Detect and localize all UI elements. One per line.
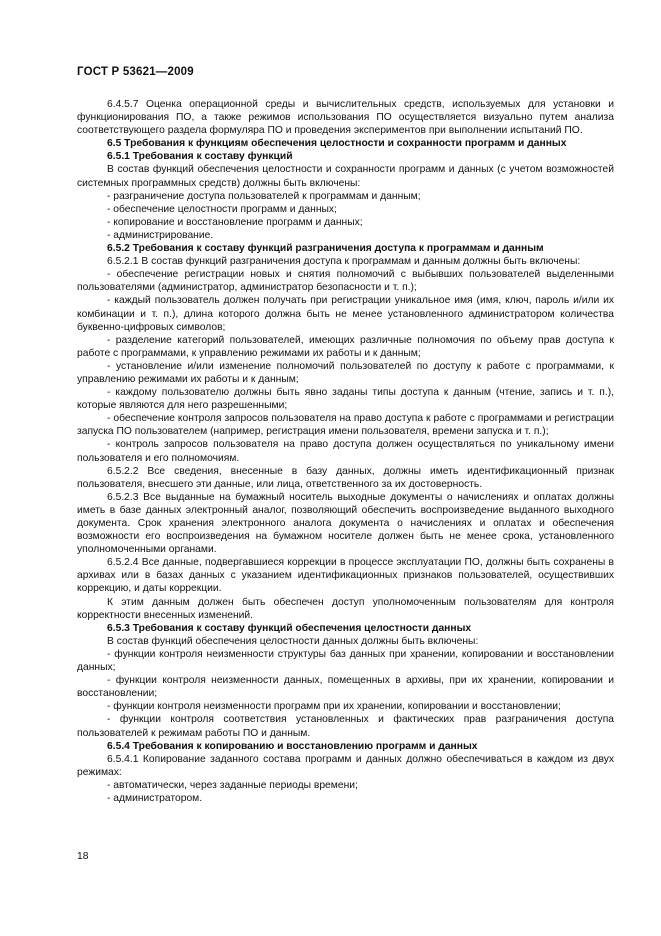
paragraph: 6.5.2.3 Все выданные на бумажный носитель выходные документы о начислениях и оплатах должны иметь в базе данных электронный аналог, позволяющий обеспечить воспроизведение выданного выходного документа. Срок хранения электронного аналога документа о начислениях и оплатах и обеспечения возможности его воспроизведения на бумажном носителе должен быть не менее срока, установленного уполномоченными органами. [77, 491, 614, 556]
paragraph: - администратором. [107, 792, 203, 804]
paragraph: - копирование и восстановление программ и данных; [107, 216, 363, 228]
section-heading: 6.5.1 Требования к составу функций [107, 151, 293, 163]
paragraph: 6.5.2.2 Все сведения, внесенные в базу данных, должны иметь идентификационный признак пользователя, внесшего эти данные, или лица, ответственного за их достоверность. [77, 465, 614, 490]
paragraph: - функции контроля неизменности программ при их хранении, копировании и восстановлении; [107, 701, 561, 713]
paragraph: 6.4.5.7 Оценка операционной среды и вычислительных средств, используемых для установки и функционирования ПО, а также режимов использования ПО осуществляется визуально путем анализа соответствующего раздела формуляра ПО и проведения экспериментов при выполнении испытаний ПО. [77, 99, 614, 137]
paragraph: - автоматически, через заданные периоды времени; [107, 779, 358, 791]
paragraph: - разграничение доступа пользователей к программам и данным; [107, 190, 421, 202]
document-body [77, 98, 614, 805]
paragraph: - обеспечение контроля запросов пользователя на право доступа к работе с программами и регистрации запуска ПО пользователем (например, регистрация имени пользователя, времени запуска и т. п.); [77, 413, 614, 438]
paragraph: - обеспечение регистрации новых и снятия полномочий с выбывших пользователей выделенными пользователями (администратор, администратор безопасности и т. п.); [77, 269, 614, 294]
paragraph: - контроль запросов пользователя на право доступа должен осуществляться по уникальному имени пользователя и его полномочиям. [77, 439, 614, 464]
paragraph: 6.5.4.1 Копирование заданного состава программ и данных должно обеспечиваться в каждом из двух режимах: [77, 753, 614, 778]
paragraph: В состав функций обеспечения целостности данных должны быть включены: [107, 635, 479, 647]
paragraph: - функции контроля неизменности структуры баз данных при хранении, копировании и восстановлении данных; [77, 648, 614, 674]
paragraph: - функции контроля соответствия установленных и фактических прав разграничения доступа пользователей к режимам работы ПО и данным. [77, 714, 614, 739]
paragraph: - каждый пользователь должен получать при регистрации уникальное имя (имя, ключ, пароль и/или их комбинации и т. п.), длина которого должна быть не менее установленного администратором количества буквенно-цифровых символов; [77, 295, 614, 333]
paragraph: - обеспечение целостности программ и данных; [107, 203, 337, 215]
section-heading: 6.5.4 Требования к копированию и восстановлению программ и данных [107, 740, 478, 752]
paragraph: К этим данным должен быть обеспечен доступ уполномоченным пользователям для контроля корректности внесенных изменений. [77, 596, 614, 621]
paragraph: 6.5.2.4 Все данные, подвергавшиеся коррекции в процессе эксплуатации ПО, должны быть сохранены в архивах или в базах данных с указанием идентификационных признаков пользователей, осуществивших коррекцию, и даты коррекции. [77, 557, 614, 595]
section-heading: 6.5.3 Требования к составу функций обеспечения целостности данных [107, 622, 472, 634]
section-heading: 6.5 Требования к функциям обеспечения целостности и сохранности программ и данных [107, 138, 567, 150]
paragraph: - установление и/или изменение полномочий пользователей по доступу к работе с программами, к управлению режимами их работы и к данным; [77, 360, 614, 385]
document-header: ГОСТ Р 53621—2009 [77, 66, 194, 78]
paragraph: - разделение категорий пользователей, имеющих различные полномочия по объему прав доступа к работе с программами, к управлению режимами их работы и к данным; [77, 334, 614, 359]
paragraph: - администрирование. [107, 229, 214, 241]
paragraph: 6.5.2.1 В состав функций разграничения доступа к программам и данным должны быть включены: [107, 256, 581, 268]
section-heading: 6.5.2 Требования к составу функций разграничения доступа к программам и данным [107, 243, 544, 255]
paragraph: В состав функций обеспечения целостности и сохранности программ и данных (с учетом возможностей системных программных средств) должны быть включены: [77, 164, 614, 189]
page-number: 18 [77, 851, 89, 862]
paragraph: - функции контроля неизменности данных, помещенных в архивы, при их хранении, копировании и восстановлении; [77, 675, 614, 700]
paragraph: - каждому пользователю должны быть явно заданы типы доступа к данным (чтение, запись и т. п.), которые являются для него разрешенными; [77, 387, 614, 412]
